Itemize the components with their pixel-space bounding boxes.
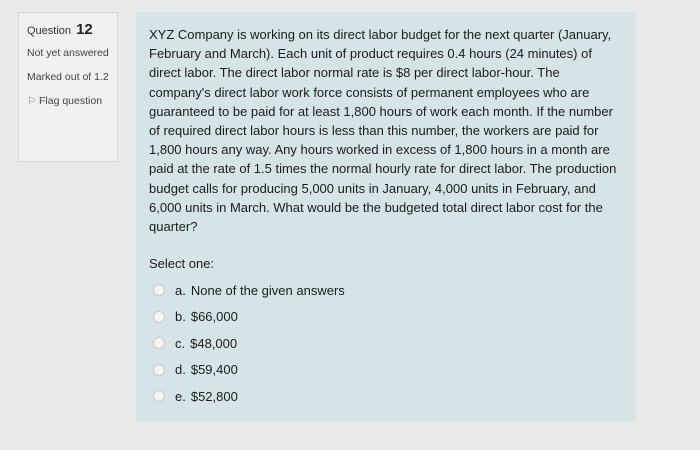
option-letter: c.: [175, 335, 186, 351]
question-content: [136, 12, 636, 422]
answer-option-a[interactable]: [149, 277, 622, 304]
question-text: XYZ Company is working on its direct labor budget for the next quarter (January, February and March). Each unit of product requires 0.4 hours (24 minutes) of direct labor. The direct labor normal rate is $8 per direct labor-hour. The company's direct labor work force consists of permanent employees who are guaranteed to be paid for at least 1,800 hours of work each month. If the number of required direct labor hours is less than this number, the workers are paid for 1,800 hours any way. Any hours worked in excess of 1,800 hours in a month are paid at the rate of 1.5 times the normal hourly rate for direct labor. The production budget calls for producing 5,000 units in January, 4,000 units in February, and 6,000 units in March. What would be the budgeted total direct labor cost for the quarter?: [149, 27, 617, 235]
question-label: Question: [27, 25, 72, 37]
answer-list: [149, 277, 622, 410]
answer-option-d[interactable]: [149, 357, 622, 384]
radio-button[interactable]: [153, 364, 165, 376]
question-number: [27, 21, 117, 38]
option-text: None of the given answers: [190, 282, 345, 298]
answer-option-c[interactable]: [149, 330, 622, 357]
flag-question-link[interactable]: [27, 94, 117, 109]
question-info-panel: [18, 12, 118, 162]
radio-button[interactable]: [153, 337, 165, 349]
option-text: $59,400: [190, 362, 238, 378]
question-grade: Marked out of 1.2: [27, 71, 109, 83]
select-prompt: Select one:: [149, 256, 215, 272]
answer-option-b[interactable]: [149, 304, 622, 331]
option-text: $66,000: [190, 309, 238, 325]
option-text: $52,800: [190, 388, 238, 404]
question-state: Not yet answered: [27, 47, 109, 59]
flag-question-label: Flag question: [39, 95, 103, 107]
option-text: $48,000: [190, 335, 238, 351]
answer-option-e[interactable]: [149, 383, 622, 410]
flag-icon: ⚐: [27, 96, 36, 107]
radio-button[interactable]: [153, 284, 165, 296]
radio-button[interactable]: [153, 311, 165, 323]
option-letter: a.: [175, 282, 186, 298]
question-number-value: 12: [76, 21, 93, 38]
option-letter: d.: [175, 362, 186, 378]
radio-button[interactable]: [153, 390, 165, 402]
option-letter: e.: [175, 388, 186, 404]
option-letter: b.: [175, 309, 186, 325]
